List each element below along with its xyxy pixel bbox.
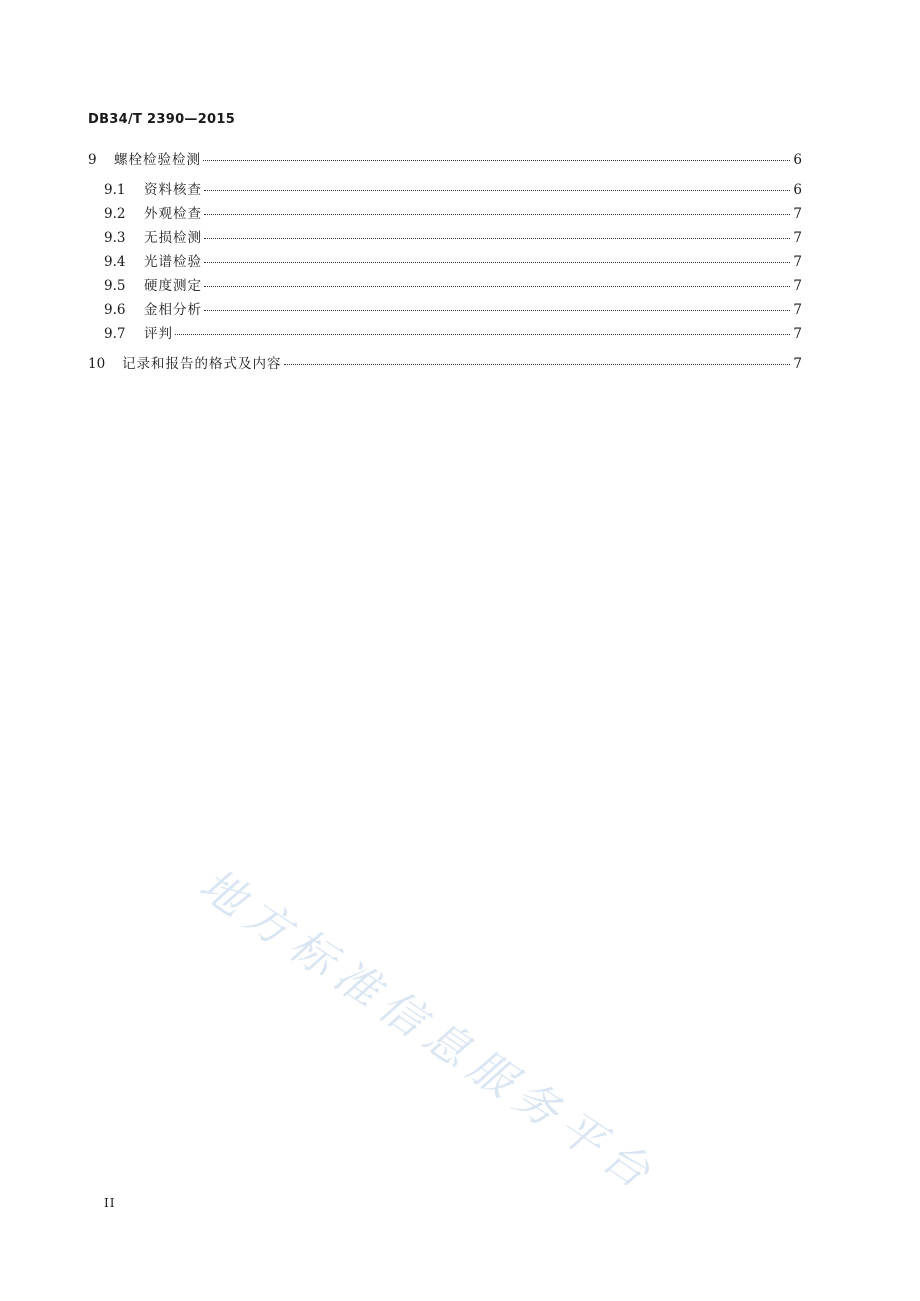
toc-entry-title: 硬度测定: [144, 278, 202, 294]
toc-entry-number: 9.3: [104, 230, 126, 246]
toc-entry-title: 光谱检验: [144, 254, 202, 270]
toc-entry-9-5[interactable]: [88, 276, 802, 300]
toc-entry-9-1[interactable]: [88, 180, 802, 204]
toc-leader-dots: [204, 204, 790, 215]
toc-entry-number: 9.5: [104, 278, 126, 294]
toc-entry-page: 7: [793, 206, 802, 222]
toc-entry-9-4[interactable]: [88, 252, 802, 276]
toc-entry-number: 9.6: [104, 302, 126, 318]
toc-entry-9-7[interactable]: [88, 324, 802, 348]
watermark: 地方标准信息服务平台: [190, 859, 667, 1204]
toc-leader-dots: [175, 324, 790, 335]
table-of-contents: [88, 150, 802, 378]
toc-entry-title: 无损检测: [144, 230, 202, 246]
toc-leader-dots: [204, 180, 790, 191]
toc-leader-dots: [204, 276, 790, 287]
toc-entry-page: 7: [793, 278, 802, 294]
toc-entry-number: 10: [88, 356, 106, 372]
page-number: II: [104, 1196, 116, 1210]
toc-entry-title: 记录和报告的格式及内容: [122, 356, 282, 372]
toc-leader-dots: [284, 354, 791, 365]
toc-entry-number: 9.1: [104, 182, 126, 198]
toc-entry-9-6[interactable]: [88, 300, 802, 324]
toc-leader-dots: [204, 228, 790, 239]
toc-entry-title: 螺栓检验检测: [114, 152, 201, 168]
document-code: DB34/T 2390—2015: [88, 112, 236, 127]
toc-entry-title: 外观检查: [144, 206, 202, 222]
toc-entry-9-2[interactable]: [88, 204, 802, 228]
toc-leader-dots: [203, 150, 790, 161]
toc-entry-number: 9.2: [104, 206, 126, 222]
toc-entry-number: 9.4: [104, 254, 126, 270]
toc-entry-page: 7: [793, 356, 802, 372]
toc-entry-9[interactable]: [88, 150, 802, 174]
toc-entry-9-3[interactable]: [88, 228, 802, 252]
toc-entry-page: 6: [793, 182, 802, 198]
toc-leader-dots: [204, 300, 790, 311]
toc-entry-10[interactable]: [88, 354, 802, 378]
toc-entry-page: 6: [793, 152, 802, 168]
toc-entry-title: 金相分析: [144, 302, 202, 318]
toc-entry-page: 7: [793, 254, 802, 270]
toc-entry-title: 资料核查: [144, 182, 202, 198]
toc-entry-page: 7: [793, 302, 802, 318]
toc-entry-page: 7: [793, 326, 802, 342]
toc-entry-page: 7: [793, 230, 802, 246]
toc-leader-dots: [204, 252, 790, 263]
toc-entry-number: 9.7: [104, 326, 126, 342]
toc-entry-number: 9: [88, 152, 97, 168]
toc-entry-title: 评判: [144, 326, 173, 342]
